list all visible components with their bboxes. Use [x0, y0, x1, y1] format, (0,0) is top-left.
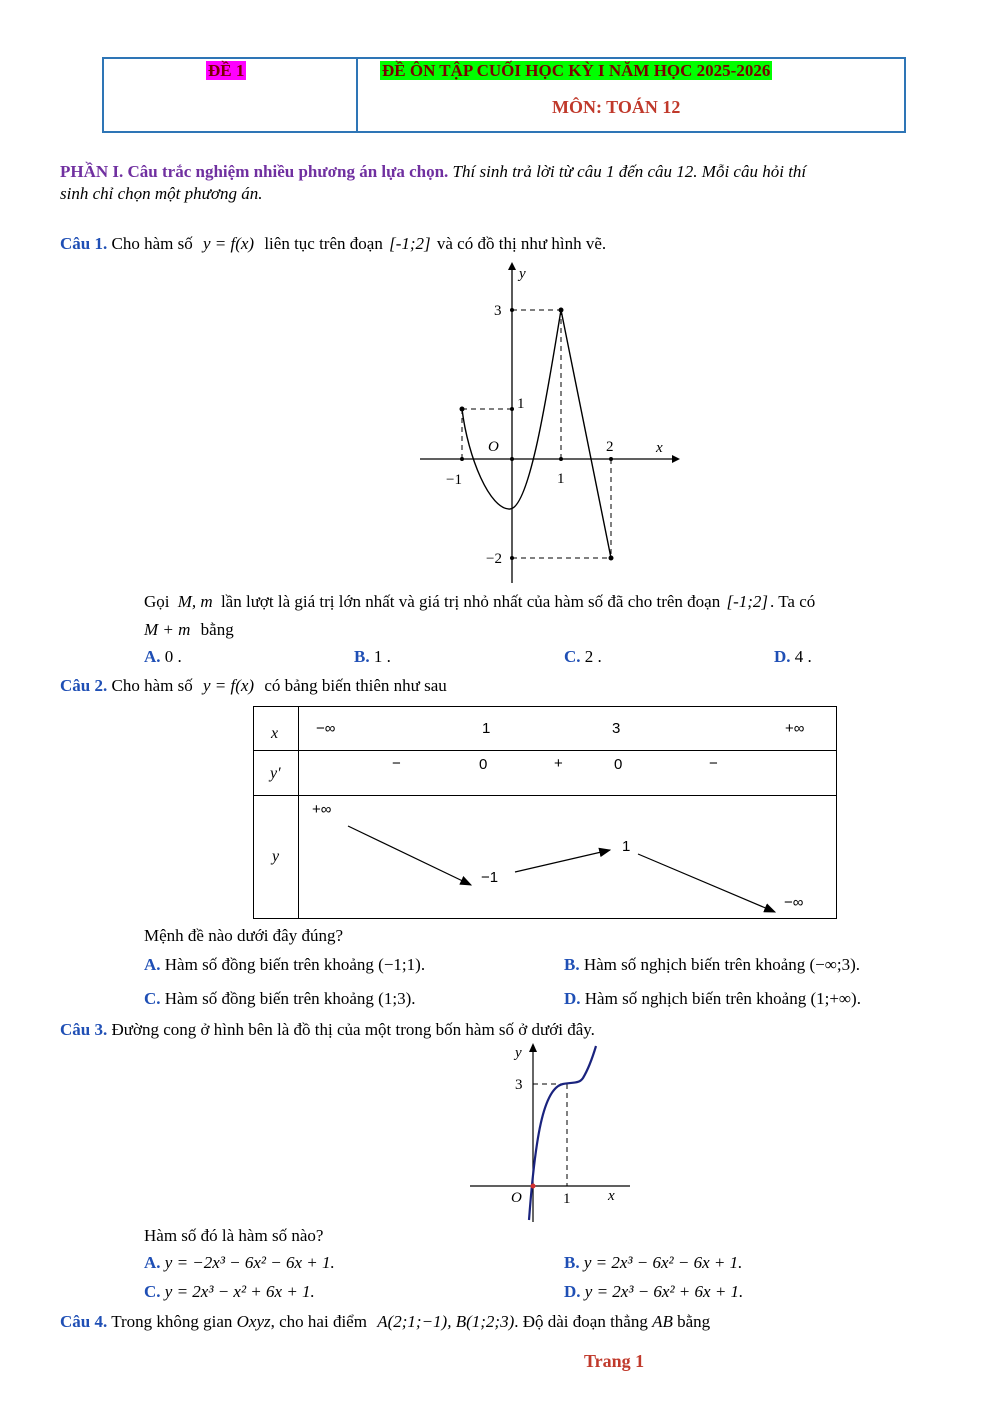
- q3-option-d[interactable]: D. y = 2x³ − 6x² + 6x + 1.: [564, 1282, 744, 1301]
- q1-y-label: y: [519, 266, 526, 282]
- q1-x-axis-arrow: [672, 455, 680, 463]
- header-divider: [356, 57, 358, 133]
- q1-option-c[interactable]: C. 2 .: [564, 647, 602, 666]
- q1-y-axis-arrow: [508, 262, 516, 270]
- q2-table-y-head: y: [272, 848, 280, 865]
- q3-stem: Câu 3. Đường cong ở hình bên là đồ thị của một trong bốn hàm số ở dưới đây.: [60, 1020, 595, 1039]
- q2-arrow-down-2: [638, 854, 775, 912]
- q1-graph: [410, 258, 680, 590]
- q1-points: [460, 308, 614, 561]
- q1-guides: [462, 310, 611, 558]
- q3-option-b[interactable]: B. y = 2x³ − 6x² − 6x + 1.: [564, 1253, 743, 1272]
- q2-arrows: [253, 796, 837, 918]
- exam-code: ĐỀ 1: [208, 61, 245, 80]
- q3-prompt: Hàm số đó là hàm số nào?: [144, 1226, 324, 1245]
- q3-point-origin: [531, 1184, 536, 1189]
- q1-tick-x2: 2: [606, 439, 614, 455]
- q2-y-min: −1: [481, 869, 499, 886]
- q2-stem: Câu 2. Cho hàm số y = f(x) có bảng biến thiên như sau: [60, 676, 447, 695]
- page-number: Trang 1: [584, 1351, 645, 1371]
- q2-sign-2: +: [554, 755, 563, 772]
- q2-sign-3: −: [709, 755, 718, 772]
- part1-instruction-2: sinh chỉ chọn một phương án.: [60, 184, 263, 203]
- q1-curve: [462, 310, 611, 558]
- q2-option-d[interactable]: D. Hàm số nghịch biến trên khoảng (1;+∞).: [564, 989, 861, 1008]
- q1-body-line1: Gọi M, m lần lượt là giá trị lớn nhất và giá trị nhỏ nhất của hàm số đã cho trên đoạn [-1;2] . Ta có: [144, 592, 816, 611]
- q3-graph: [465, 1040, 635, 1224]
- q2-x-3: 3: [612, 720, 621, 737]
- q1-tick-x1: 1: [557, 471, 565, 487]
- q2-y-neg-inf: −∞: [784, 894, 804, 911]
- q1-option-b[interactable]: B. 1 .: [354, 647, 391, 666]
- q1-tick-y3: 3: [494, 303, 502, 319]
- q2-table-x-head: x: [271, 725, 279, 742]
- q2-arrow-down-1: [348, 826, 471, 885]
- q2-y-max: 1: [622, 838, 631, 855]
- q3-origin-label: O: [511, 1190, 522, 1206]
- q1-option-a[interactable]: A. 0 .: [144, 647, 182, 666]
- q2-option-c[interactable]: C. Hàm số đồng biến trên khoảng (1;3).: [144, 989, 416, 1008]
- q4-stem: Câu 4. Trong không gian Oxyz, cho hai điểm A(2;1;−1), B(1;2;3). Độ dài đoạn thẳng AB bằng: [60, 1312, 711, 1331]
- q3-option-a[interactable]: A. y = −2x³ − 6x² − 6x + 1.: [144, 1253, 335, 1272]
- q2-sign-zero-2: 0: [614, 756, 623, 773]
- q1-tick-y1: 1: [517, 396, 525, 412]
- q1-x-label: x: [656, 440, 663, 456]
- q2-arrow-up: [515, 850, 610, 872]
- q2-prompt: Mệnh đề nào dưới đây đúng?: [144, 926, 344, 945]
- q2-x-pos-inf: +∞: [785, 720, 805, 737]
- q2-option-b[interactable]: B. Hàm số nghịch biến trên khoảng (−∞;3).: [564, 955, 861, 974]
- q1-origin-label: O: [488, 439, 499, 455]
- q2-sign-1: −: [392, 755, 401, 772]
- q3-y-label: y: [515, 1045, 522, 1061]
- q1-body-line2: M + m bằng: [144, 620, 234, 639]
- part1-heading: PHẦN I. Câu trắc nghiệm nhiều phương án lựa chọn.: [60, 162, 449, 181]
- q2-option-a[interactable]: A. Hàm số đồng biến trên khoảng (−1;1).: [144, 955, 426, 974]
- q2-table-row-divider-1: [253, 750, 837, 751]
- q3-option-c[interactable]: C. y = 2x³ − x² + 6x + 1.: [144, 1282, 315, 1301]
- q3-tick-y3: 3: [515, 1077, 523, 1093]
- part1-intro: [60, 160, 950, 184]
- part1-instruction-1: Thí sinh trả lời từ câu 1 đến câu 12. Mỗi câu hỏi thí: [452, 162, 807, 181]
- exam-subject: MÔN: TOÁN 12: [552, 97, 681, 117]
- q1-stem: Câu 1. Cho hàm số y = f(x) liên tục trên đoạn [-1;2] và có đồ thị như hình vẽ.: [60, 234, 607, 253]
- exam-title: ĐỀ ÔN TẬP CUỐI HỌC KỲ I NĂM HỌC 2025-2026: [382, 61, 771, 80]
- q1-tick-xn1: −1: [446, 472, 462, 488]
- q3-tick-x1: 1: [563, 1191, 571, 1207]
- q2-table-yp-head: y′: [270, 765, 281, 782]
- q1-tick-yn2: −2: [486, 551, 502, 567]
- q2-x-neg-inf: −∞: [316, 720, 336, 737]
- q2-y-pos-inf: +∞: [312, 801, 332, 818]
- q2-x-1: 1: [482, 720, 491, 737]
- q3-x-label: x: [608, 1188, 615, 1204]
- q1-option-d[interactable]: D. 4 .: [774, 647, 812, 666]
- q2-sign-zero-1: 0: [479, 756, 488, 773]
- q3-y-axis-arrow: [529, 1043, 537, 1052]
